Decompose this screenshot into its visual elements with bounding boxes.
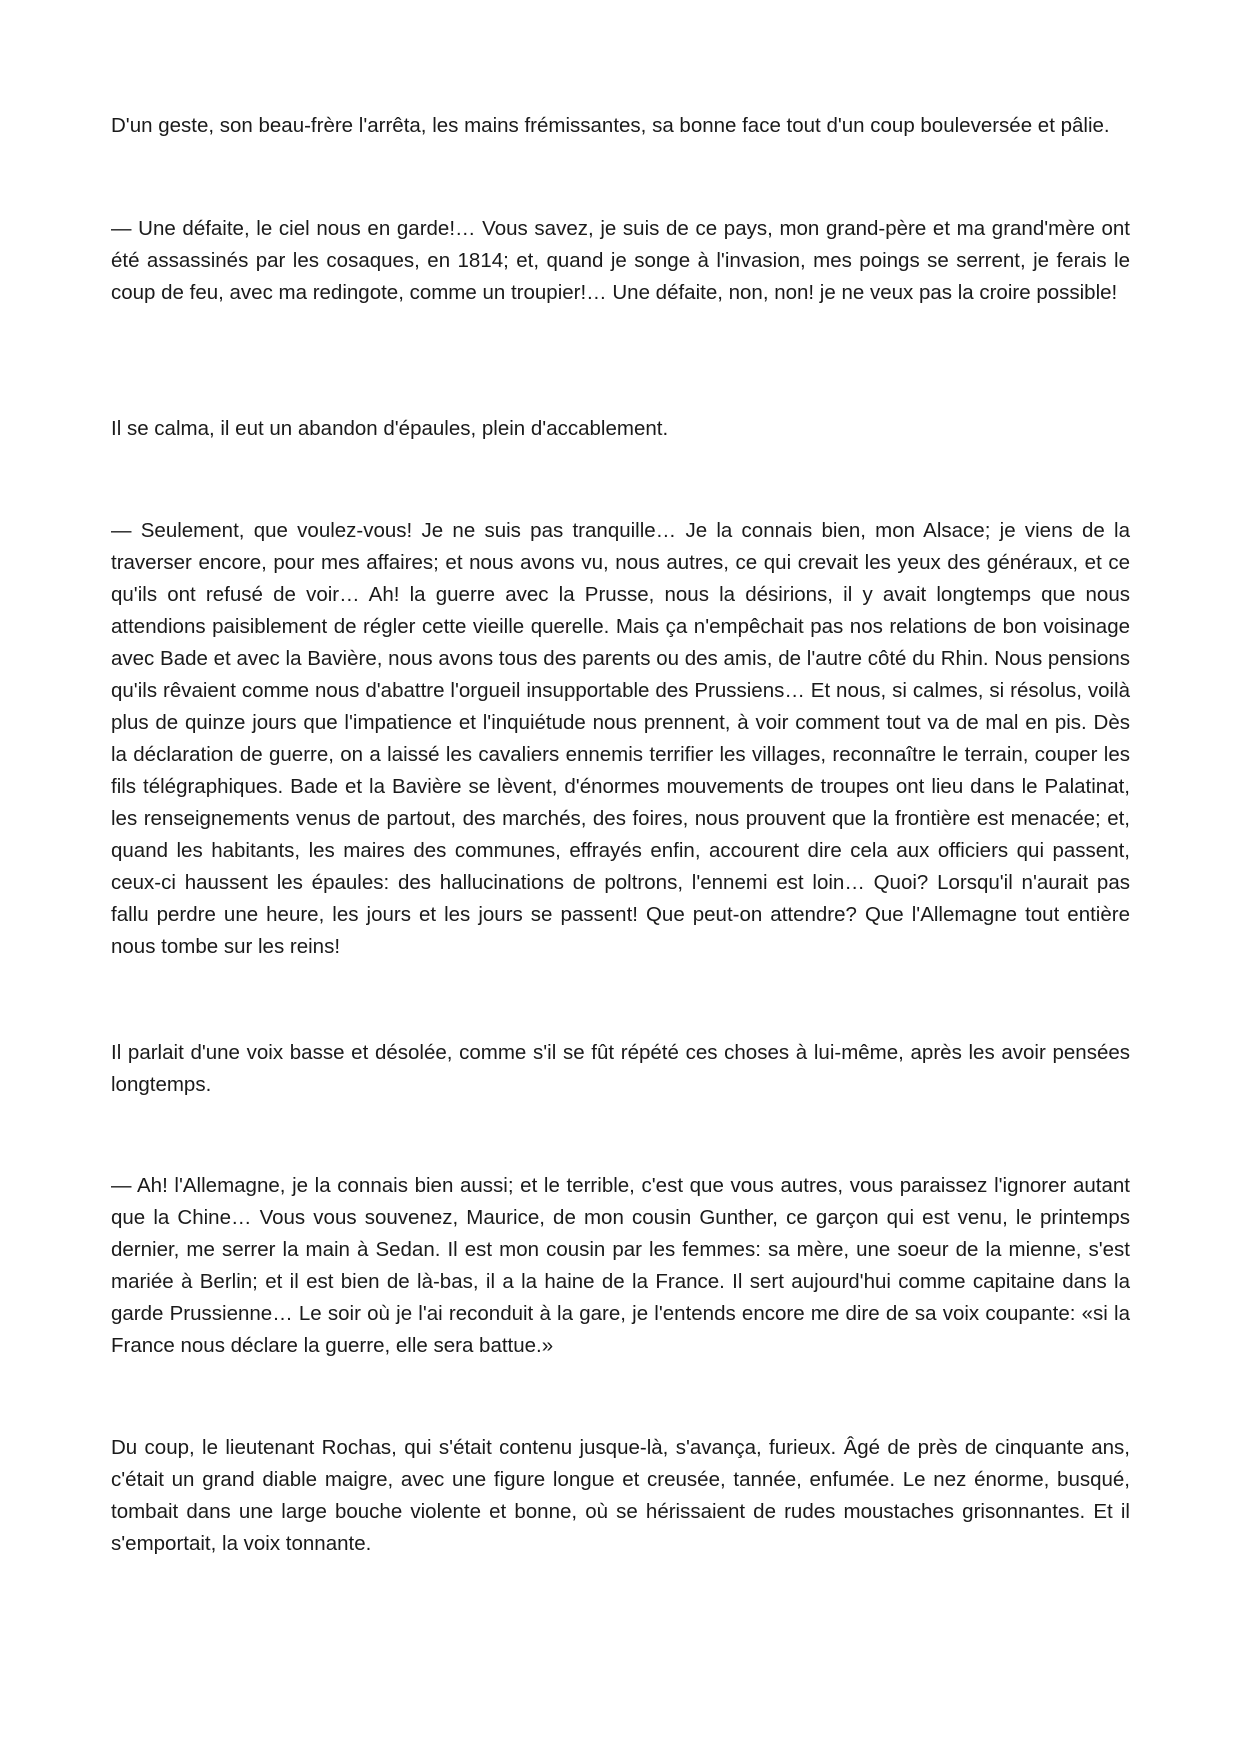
paragraph-4: — Seulement, que voulez-vous! Je ne suis pas tranquille… Je la connais bien, mon Alsace; je viens de la traverser encore, pour mes affaires; et nous avons vu, nous autres, ce qui crevait les yeux des généraux, et ce qu'ils ont refusé de voir… Ah! la guerre avec la Prusse, nous la désirions, il y avait longtemps que nous attendions paisiblement de régler cette vieille querelle. Mais ça n'empêchait pas nos relations de bon voisinage avec Bade et avec la Bavière, nous avons tous des parents ou des amis, de l'autre côté du Rhin. Nous pensions qu'ils rêvaient comme nous d'abattre l'orgueil insupportable des Prussiens… Et nous, si calmes, si résolus, voilà plus de quinze jours que l'impatience et l'inquiétude nous prennent, à voir comment tout va de mal en pis. Dès la déclaration de guerre, on a laissé les cavaliers ennemis terrifier les villages, reconnaître le terrain, couper les fils télégraphiques. Bade et la Bavière se lèvent, d'énormes mouvements de troupes ont lieu dans le Palatinat, les renseignements venus de partout, des marchés, des foires, nous prouvent que la frontière est menacée; et, quand les habitants, les maires des communes, effrayés enfin, accourent dire cela aux officiers qui passent, ceux-ci haussent les épaules: des hallucinations de poltrons, l'ennemi est loin… Quoi? Lorsqu'il n'aurait pas fallu perdre une heure, les jours et les jours se passent! Que peut-on attendre? Que l'Allemagne tout entière nous tombe sur les reins!: [111, 519, 1130, 958]
paragraph-6: — Ah! l'Allemagne, je la connais bien aussi; et le terrible, c'est que vous autres, vous paraissez l'ignorer autant que la Chine… Vous vous souvenez, Maurice, de mon cousin Gunther, ce garçon qui est venu, le printemps dernier, me serrer la main à Sedan. Il est mon cousin par les femmes: sa mère, une soeur de la mienne, s'est mariée à Berlin; et il est bien de là-bas, il a la haine de la France. Il sert aujourd'hui comme capitaine dans la garde Prussienne… Le soir où je l'ai reconduit à la gare, je l'entends encore me dire de sa voix coupante: «si la France nous déclare la guerre, elle sera battue.»: [111, 1174, 1130, 1357]
paragraph-1: D'un geste, son beau-frère l'arrêta, les mains frémissantes, sa bonne face tout d'un coup bouleversée et pâlie.: [111, 114, 1110, 137]
paragraph-3: Il se calma, il eut un abandon d'épaules, plein d'accablement.: [111, 417, 669, 440]
paragraph-7: Du coup, le lieutenant Rochas, qui s'était contenu jusque-là, s'avança, furieux. Âgé de près de cinquante ans, c'était un grand diable maigre, avec une figure longue et creusée, tannée, enfumée. Le nez énorme, busqué, tombait dans une large bouche violente et bonne, où se hérissaient de rudes moustaches grisonnantes. Et il s'emportait, la voix tonnante.: [111, 1436, 1130, 1555]
paragraph-2: — Une défaite, le ciel nous en garde!… Vous savez, je suis de ce pays, mon grand-père et ma grand'mère ont été assassinés par les cosaques, en 1814; et, quand je songe à l'invasion, mes poings se serrent, je ferais le coup de feu, avec ma redingote, comme un troupier!… Une défaite, non, non! je ne veux pas la croire possible!: [111, 217, 1130, 304]
paragraph-5: Il parlait d'une voix basse et désolée, comme s'il se fût répété ces choses à lui-même, après les avoir pensées longtemps.: [111, 1041, 1130, 1096]
